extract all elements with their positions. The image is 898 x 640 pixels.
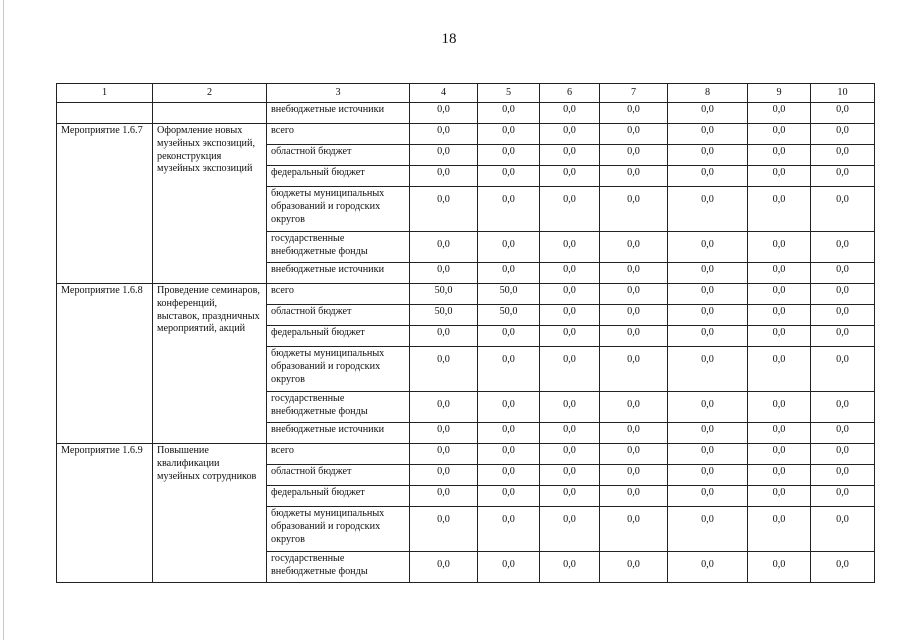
amount-cell: 0,0	[811, 284, 875, 305]
amount-cell: 0,0	[668, 166, 748, 187]
amount-cell: 0,0	[748, 347, 811, 392]
amount-cell: 0,0	[540, 263, 600, 284]
table-row	[57, 124, 875, 145]
amount-cell: 0,0	[811, 465, 875, 486]
amount-cell: 0,0	[811, 166, 875, 187]
amount-cell: 0,0	[478, 392, 540, 423]
amount-cell: 0,0	[410, 465, 478, 486]
amount-cell: 0,0	[478, 552, 540, 583]
amount-cell: 0,0	[540, 392, 600, 423]
amount-cell: 0,0	[811, 347, 875, 392]
measure-name: Проведение семинаров, конференций, выставок, праздничных мероприятий, акций	[153, 284, 267, 444]
amount-cell: 0,0	[478, 465, 540, 486]
funding-source: бюджеты муниципальных образований и городских округов	[267, 507, 410, 552]
amount-cell: 0,0	[748, 486, 811, 507]
funding-source: внебюджетные источники	[267, 423, 410, 444]
amount-cell: 0,0	[668, 423, 748, 444]
amount-cell: 0,0	[540, 444, 600, 465]
amount-cell: 0,0	[600, 124, 668, 145]
funding-source: всего	[267, 284, 410, 305]
funding-source: областной бюджет	[267, 305, 410, 326]
amount-cell: 0,0	[811, 145, 875, 166]
amount-cell: 0,0	[748, 263, 811, 284]
amount-cell: 0,0	[811, 305, 875, 326]
measure-name: Повышение квалификации музейных сотрудников	[153, 444, 267, 583]
amount-cell: 0,0	[540, 124, 600, 145]
amount-cell: 0,0	[811, 552, 875, 583]
column-header: 10	[811, 84, 875, 103]
amount-cell: 0,0	[540, 145, 600, 166]
amount-cell: 0,0	[668, 305, 748, 326]
column-header: 4	[410, 84, 478, 103]
amount-cell: 0,0	[410, 263, 478, 284]
amount-cell: 0,0	[668, 284, 748, 305]
amount-cell: 0,0	[540, 507, 600, 552]
amount-cell: 0,0	[478, 124, 540, 145]
amount-cell: 0,0	[600, 232, 668, 263]
scan-edge-line	[3, 0, 4, 640]
amount-cell: 0,0	[600, 305, 668, 326]
amount-cell: 0,0	[668, 486, 748, 507]
column-header: 6	[540, 84, 600, 103]
amount-cell: 0,0	[668, 347, 748, 392]
amount-cell: 0,0	[668, 124, 748, 145]
amount-cell: 0,0	[540, 347, 600, 392]
amount-cell: 0,0	[600, 284, 668, 305]
table-row	[57, 444, 875, 465]
amount-cell: 0,0	[600, 103, 668, 124]
amount-cell: 0,0	[748, 187, 811, 232]
table-row	[57, 284, 875, 305]
amount-cell: 0,0	[668, 187, 748, 232]
amount-cell: 0,0	[748, 145, 811, 166]
amount-cell: 0,0	[540, 284, 600, 305]
amount-cell: 0,0	[410, 145, 478, 166]
amount-cell: 0,0	[811, 263, 875, 284]
amount-cell: 0,0	[811, 486, 875, 507]
amount-cell: 0,0	[811, 423, 875, 444]
amount-cell: 0,0	[540, 232, 600, 263]
amount-cell: 0,0	[540, 423, 600, 444]
amount-cell: 0,0	[600, 552, 668, 583]
amount-cell: 0,0	[748, 232, 811, 263]
amount-cell: 50,0	[478, 305, 540, 326]
amount-cell: 0,0	[540, 305, 600, 326]
funding-source: всего	[267, 444, 410, 465]
funding-source: государственные внебюджетные фонды	[267, 232, 410, 263]
amount-cell: 0,0	[668, 552, 748, 583]
funding-source: областной бюджет	[267, 465, 410, 486]
funding-source: внебюджетные источники	[267, 263, 410, 284]
amount-cell: 0,0	[668, 392, 748, 423]
amount-cell: 0,0	[748, 444, 811, 465]
column-header: 1	[57, 84, 153, 103]
amount-cell: 0,0	[600, 465, 668, 486]
amount-cell: 0,0	[540, 103, 600, 124]
funding-source: государственные внебюджетные фонды	[267, 392, 410, 423]
header-row	[57, 84, 875, 103]
funding-source: бюджеты муниципальных образований и городских округов	[267, 347, 410, 392]
amount-cell: 0,0	[540, 486, 600, 507]
amount-cell: 0,0	[478, 103, 540, 124]
amount-cell: 0,0	[811, 232, 875, 263]
amount-cell: 0,0	[410, 486, 478, 507]
amount-cell: 0,0	[478, 145, 540, 166]
amount-cell: 0,0	[748, 284, 811, 305]
column-header: 7	[600, 84, 668, 103]
amount-cell: 0,0	[600, 486, 668, 507]
amount-cell: 0,0	[668, 232, 748, 263]
amount-cell: 0,0	[748, 507, 811, 552]
column-header: 5	[478, 84, 540, 103]
funding-source: федеральный бюджет	[267, 326, 410, 347]
amount-cell: 0,0	[668, 444, 748, 465]
amount-cell: 0,0	[478, 263, 540, 284]
amount-cell: 0,0	[668, 103, 748, 124]
table-row	[57, 103, 875, 124]
amount-cell: 0,0	[478, 347, 540, 392]
amount-cell: 0,0	[410, 347, 478, 392]
amount-cell: 0,0	[600, 444, 668, 465]
amount-cell: 0,0	[811, 103, 875, 124]
funding-source: бюджеты муниципальных образований и городских округов	[267, 187, 410, 232]
amount-cell: 0,0	[410, 103, 478, 124]
amount-cell: 0,0	[811, 392, 875, 423]
amount-cell: 0,0	[668, 145, 748, 166]
amount-cell: 0,0	[668, 326, 748, 347]
amount-cell: 0,0	[410, 444, 478, 465]
amount-cell: 0,0	[540, 166, 600, 187]
column-header: 8	[668, 84, 748, 103]
amount-cell: 50,0	[410, 305, 478, 326]
measure-id: Мероприятие 1.6.9	[57, 444, 153, 583]
funding-source: федеральный бюджет	[267, 486, 410, 507]
amount-cell: 0,0	[600, 187, 668, 232]
amount-cell: 0,0	[811, 187, 875, 232]
amount-cell: 0,0	[748, 326, 811, 347]
amount-cell: 0,0	[668, 465, 748, 486]
amount-cell: 0,0	[600, 392, 668, 423]
amount-cell: 0,0	[748, 103, 811, 124]
amount-cell: 0,0	[600, 507, 668, 552]
amount-cell: 0,0	[478, 486, 540, 507]
amount-cell: 0,0	[410, 124, 478, 145]
amount-cell: 0,0	[600, 326, 668, 347]
amount-cell: 0,0	[410, 166, 478, 187]
amount-cell: 50,0	[410, 284, 478, 305]
amount-cell: 0,0	[478, 444, 540, 465]
amount-cell: 0,0	[600, 145, 668, 166]
amount-cell: 0,0	[540, 326, 600, 347]
amount-cell: 0,0	[748, 465, 811, 486]
funding-source: областной бюджет	[267, 145, 410, 166]
amount-cell: 0,0	[410, 507, 478, 552]
amount-cell: 0,0	[668, 507, 748, 552]
column-header: 3	[267, 84, 410, 103]
amount-cell: 0,0	[600, 423, 668, 444]
amount-cell: 0,0	[478, 326, 540, 347]
empty-cell	[57, 103, 153, 124]
amount-cell: 0,0	[748, 423, 811, 444]
funding-source: государственные внебюджетные фонды	[267, 552, 410, 583]
column-header: 2	[153, 84, 267, 103]
amount-cell: 0,0	[748, 166, 811, 187]
amount-cell: 0,0	[410, 423, 478, 444]
empty-cell	[153, 103, 267, 124]
page-number: 18	[441, 31, 457, 47]
amount-cell: 0,0	[811, 507, 875, 552]
amount-cell: 0,0	[478, 187, 540, 232]
amount-cell: 0,0	[540, 552, 600, 583]
amount-cell: 0,0	[811, 444, 875, 465]
amount-cell: 0,0	[748, 552, 811, 583]
budget-table	[56, 83, 875, 583]
amount-cell: 50,0	[478, 284, 540, 305]
funding-source: внебюджетные источники	[267, 103, 410, 124]
amount-cell: 0,0	[668, 263, 748, 284]
amount-cell: 0,0	[410, 552, 478, 583]
amount-cell: 0,0	[478, 423, 540, 444]
amount-cell: 0,0	[811, 326, 875, 347]
amount-cell: 0,0	[478, 232, 540, 263]
amount-cell: 0,0	[478, 507, 540, 552]
amount-cell: 0,0	[410, 326, 478, 347]
amount-cell: 0,0	[410, 392, 478, 423]
amount-cell: 0,0	[540, 465, 600, 486]
amount-cell: 0,0	[540, 187, 600, 232]
amount-cell: 0,0	[410, 232, 478, 263]
table-body	[57, 103, 875, 583]
measure-id: Мероприятие 1.6.8	[57, 284, 153, 444]
measure-name: Оформление новых музейных экспозиций, реконструкция музейных экспозиций	[153, 124, 267, 284]
column-header: 9	[748, 84, 811, 103]
funding-source: федеральный бюджет	[267, 166, 410, 187]
funding-source: всего	[267, 124, 410, 145]
amount-cell: 0,0	[748, 124, 811, 145]
amount-cell: 0,0	[410, 187, 478, 232]
amount-cell: 0,0	[600, 263, 668, 284]
measure-id: Мероприятие 1.6.7	[57, 124, 153, 284]
amount-cell: 0,0	[748, 305, 811, 326]
amount-cell: 0,0	[600, 166, 668, 187]
amount-cell: 0,0	[600, 347, 668, 392]
amount-cell: 0,0	[748, 392, 811, 423]
amount-cell: 0,0	[478, 166, 540, 187]
amount-cell: 0,0	[811, 124, 875, 145]
